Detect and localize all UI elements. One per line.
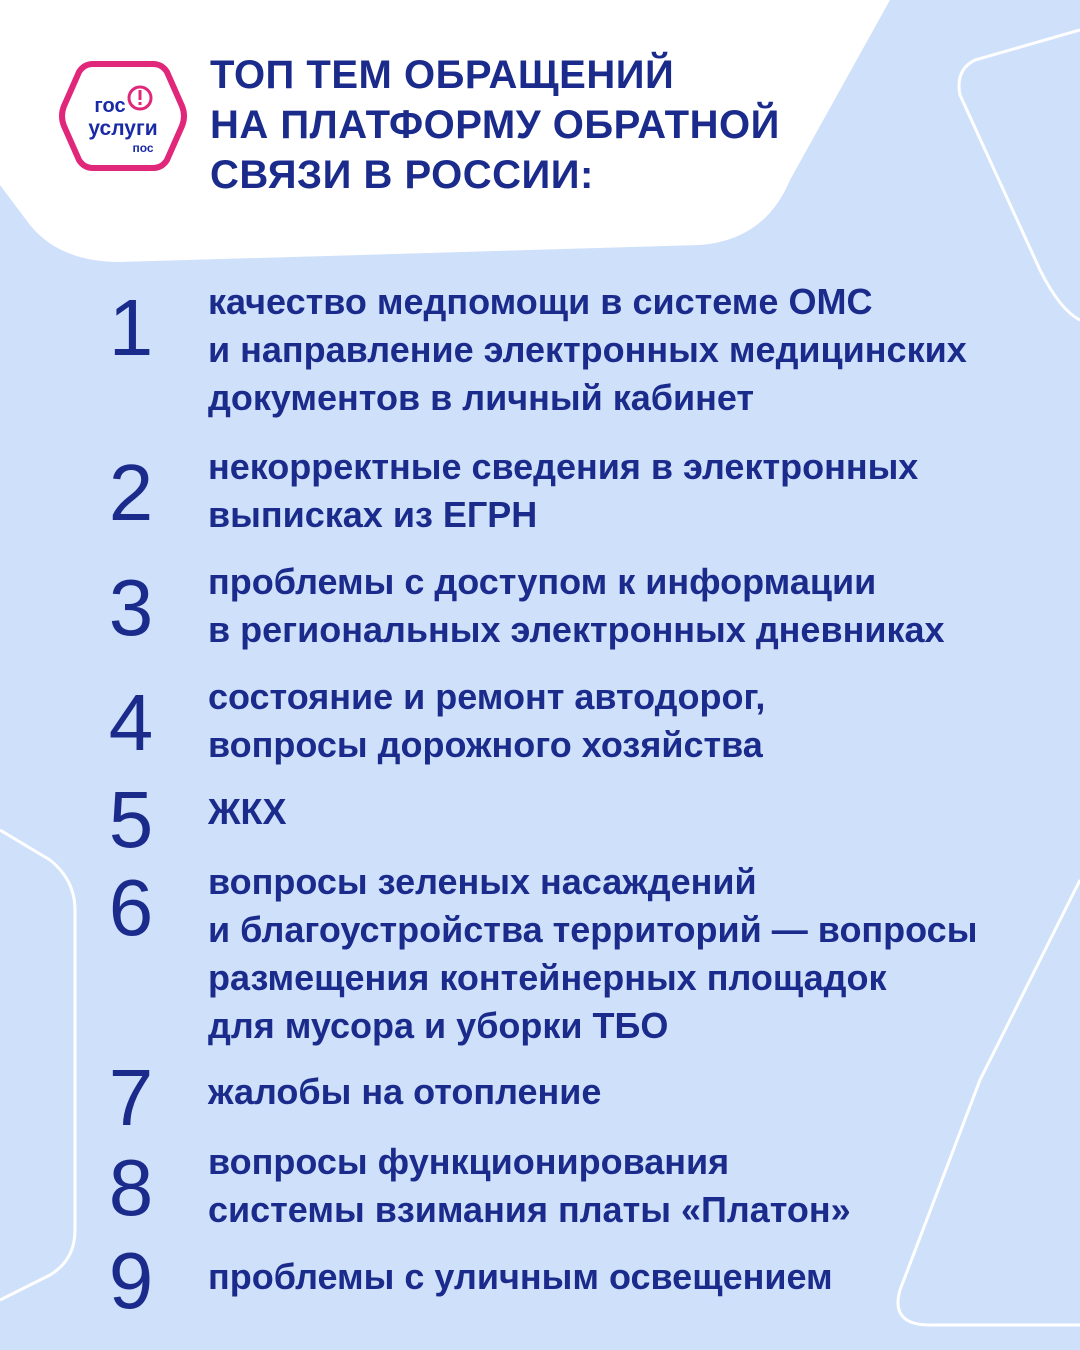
item-text [208,443,1048,539]
item-text-line: для мусора и уборки ТБО [208,1005,669,1046]
item-text [208,858,1048,1050]
item-text [208,1253,1048,1301]
item-number: 7 [108,1053,154,1142]
logo-text-gos: гос [94,95,126,117]
item-text [208,278,1048,422]
item-number: 9 [108,1236,154,1325]
item-number: 2 [108,448,154,537]
logo-text-pos: пос [132,141,154,155]
item-text-line: размещения контейнерных площадок [208,957,887,998]
item-text-line: системы взимания платы «Платон» [208,1189,851,1230]
item-text [208,1068,1048,1116]
item-number: 8 [108,1143,154,1232]
item-text-line: проблемы с уличным освещением [208,1256,833,1297]
item-text [208,1138,1048,1234]
item-text-line: и направление электронных медицинских [208,329,967,370]
left-outline-shape [0,830,75,1300]
logo-text-uslugi: услуги [88,117,158,140]
title-line: ТОП ТЕМ ОБРАЩЕНИЙ [210,53,675,97]
item-text-line: и благоустройства территорий — вопросы [208,909,978,950]
item-text-line: проблемы с доступом к информации [208,561,877,602]
item-number: 4 [108,678,154,767]
item-text-line: выписках из ЕГРН [208,494,538,535]
item-text-line: вопросы функционирования [208,1141,730,1182]
item-text [208,673,1048,769]
item-text-line: состояние и ремонт автодорог, [208,676,766,717]
item-text [208,558,1048,654]
right-outline-shape [959,30,1080,320]
item-number: 6 [108,863,154,952]
title-line: СВЯЗИ В РОССИИ: [210,153,594,197]
item-text-line: жалобы на отопление [208,1071,602,1112]
item-text-line: некорректные сведения в электронных [208,446,919,487]
item-text-line: документов в личный кабинет [208,377,755,418]
item-text-line: вопросы зеленых насаждений [208,861,757,902]
item-number: 1 [108,283,154,372]
item-text [208,788,1048,836]
item-text-line: ЖКХ [208,791,287,832]
page-title [210,50,850,200]
item-text-line: вопросы дорожного хозяйства [208,724,763,765]
item-text-line: качество медпомощи в системе ОМС [208,281,873,322]
item-text-line: в региональных электронных дневниках [208,609,945,650]
gosuslugi-pos-logo [58,58,188,174]
title-line: НА ПЛАТФОРМУ ОБРАТНОЙ [210,103,780,147]
item-number: 3 [108,563,154,652]
item-number: 5 [108,775,154,864]
